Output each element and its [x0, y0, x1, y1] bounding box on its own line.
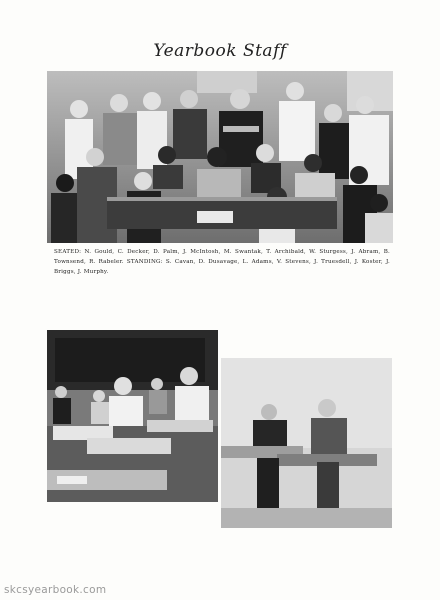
page-title: Yearbook Staff: [153, 41, 287, 61]
classroom-photo: [47, 330, 218, 502]
watermark-text: skcsyearbook.com: [4, 584, 107, 596]
group-photo: [47, 71, 393, 243]
two-students-photo: [221, 358, 392, 528]
photo-caption: SEATED: N. Gould, C. Decker, D. Palm, J. McIntosh, M. Swantak, T. Archibald, W. Sturgess, J. Abram, B. Townsend, R. Rabeler. STANDING: S. Cavan, D. Dusavage, L. Adams, V. Stevens, J. Truesdell, J. Koster, J. Briggs, J. Murphy.: [54, 249, 390, 275]
